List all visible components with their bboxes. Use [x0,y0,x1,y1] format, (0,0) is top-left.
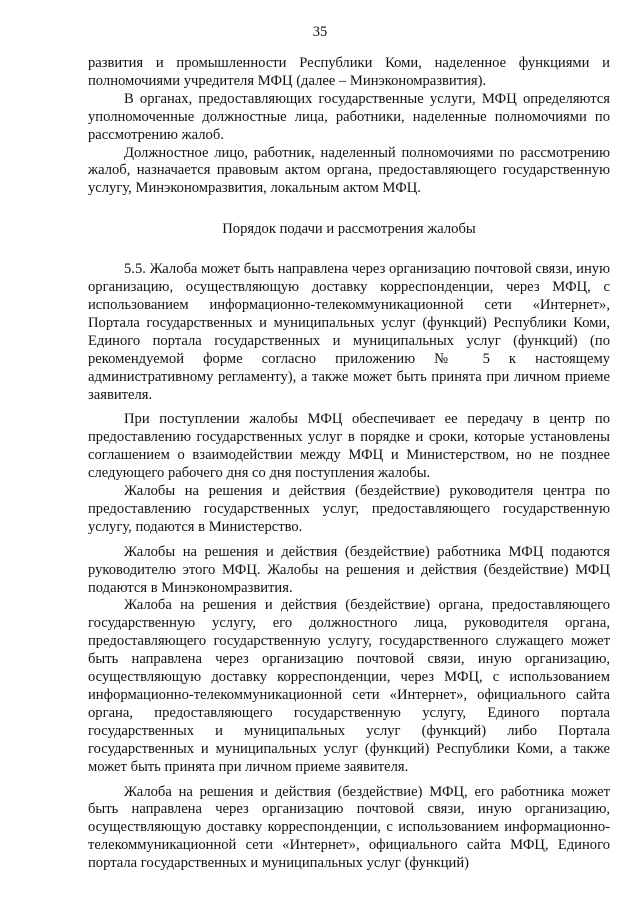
paragraph-mfc-complaints: Жалоба на решения и действия (бездействие) МФЦ, его работника может быть направлена через организацию почтовой связи, иную организацию, осуществляющую доставку корреспонденции, с использованием информационно-телекоммуникационной сети «Интернет», официального сайта МФЦ, Единого портала государственных и муниципальных услуг (функций) [88,783,610,872]
paragraph-authority-complaints: Жалоба на решения и действия (бездействие) органа, предоставляющего государственную услугу, его должностного лица, руководителя органа, предоставляющего государственную услугу, государственного служащего может быть направлена через организацию почтовой связи, иную организацию, осуществляющую доставку корреспонденции, через МФЦ, с использованием информационно-телекоммуникационной сети «Интернет», официального сайта органа, предоставляющего государственную услугу, Единого портала государственных и муниципальных услуг (функций) либо Портала государственных и муниципальных услуг (функций) Республики Коми, а также может быть принята при личном приеме заявителя. [88,597,610,775]
paragraph-appointment: Должностное лицо, работник, наделенный полномочиями по рассмотрению жалоб, назначается правовым актом органа, предоставляющего государственную услугу, Минэкономразвития, локальным актом МФЦ. [88,144,610,197]
document-body [88,55,610,873]
paragraph-center-head-complaints: Жалобы на решения и действия (бездействие) руководителя центра по предоставлению государственных услуг, предоставляющего государственную услугу, подаются в Министерство. [88,483,610,535]
page-number: 35 [312,24,328,40]
paragraph-continuation: развития и промышленности Республики Коми, наделенное функциями и полномочиями учредителя МФЦ (далее – Минэкономразвития). [88,55,610,89]
paragraph-5-5: 5.5. Жалоба может быть направлена через организацию почтовой связи, иную организацию, осуществляющую доставку корреспонденции, через МФЦ, с использованием информационно-телекоммуникационной сети «Интернет», Портала государственных и муниципальных услуг (функций) Республики Коми, Единого портала государственных и муниципальных услуг (функций) (по рекомендуемой форме согласно приложению № 5 к настоящему административному регламенту), а также может быть принята при личном приеме заявителя. [88,261,610,403]
paragraph-mfc-worker-complaints: Жалобы на решения и действия (бездействие) работника МФЦ подаются руководителю этого МФЦ. Жалобы на решения и действия (бездействие) МФЦ подаются в Минэкономразвития. [88,543,610,596]
paragraph-transfer: При поступлении жалобы МФЦ обеспечивает ее передачу в центр по предоставлению государственных услуг в порядке и сроки, которые установлены соглашением о взаимодействии между МФЦ и Министерством, но не позднее следующего рабочего дня со дня поступления жалобы. [88,411,610,482]
paragraph-authorized-officials: В органах, предоставляющих государственные услуги, МФЦ определяются уполномоченные должностные лица, работники, наделенные полномочиями по рассмотрению жалоб. [88,90,610,143]
section-heading: Порядок подачи и рассмотрения жалобы [222,221,476,238]
